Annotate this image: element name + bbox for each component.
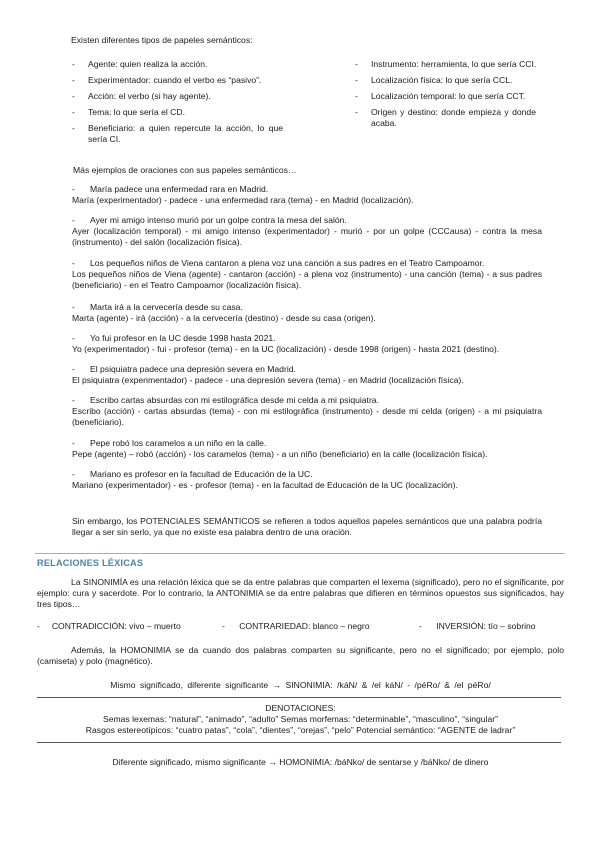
list-item: - Localización temporal: lo que sería CCT. bbox=[355, 91, 526, 101]
homonimia-paragraph: Además, la HOMONIMIA se da cuando dos palabras comparten su significante, pero no el significado; por ejemplo, polo (camiseta) y polo (magnético). bbox=[37, 645, 564, 667]
denotaciones-title: DENOTACIONES: bbox=[265, 703, 336, 713]
example-sentence: Los pequeños niños de Viena cantaron a plena voz una canción a sus padres en el Teatro Campoamor. bbox=[90, 258, 485, 268]
list-item: - Instrumento: herramienta, lo que sería CCI. bbox=[355, 59, 537, 69]
example-analysis: Yo (experimentador) - fui - profesor (tema) - en la UC (localización) - desde 1998 (origen) - hasta 2021 (destino). bbox=[72, 344, 500, 355]
example-sentence: Yo fui profesor en la UC desde 1998 hasta 2021. bbox=[90, 333, 276, 343]
list-item: - CONTRADICCIÓN: vivo – muerto bbox=[37, 621, 181, 631]
example-sentence: María padece una enfermedad rara en Madrid. bbox=[90, 184, 269, 194]
example-sentence: El psiquiatra padece una depresión severa en Madrid. bbox=[90, 364, 296, 374]
example-analysis: Escribo (acción) - cartas absurdas (tema) - con mi estilográfica (instrumento) - desde mi celda (origen) - a mi psiquiatra (beneficiario). bbox=[72, 406, 542, 428]
example-block: - Ayer mi amigo intenso murió por un golpe contra la mesa del salón. Ayer (localización temporal) - mi amigo intenso (experimentador) - murió - por un golpe (CCCausa) - contra la mesa (instrumento) - del salón (localización física). bbox=[72, 215, 542, 248]
denotaciones-line-1: Semas lexemas: “natural”, “animado”, “adulto” Semas morfemas: “determinable”, “masculino”, “singular” bbox=[103, 714, 498, 724]
example-analysis: Mariano (experimentador) - es - profesor (tema) - en la facultad de Educación de la UC (localización). bbox=[72, 480, 458, 491]
example-block: - Yo fui profesor en la UC desde 1998 hasta 2021. Yo (experimentador) - fui - profesor (tema) - en la UC (localización) - desde 1998 (origen) - hasta 2021 (destino). bbox=[72, 333, 542, 355]
list-item: - Tema: lo que sería el CD. bbox=[72, 107, 185, 117]
list-item: - Origen y destino: donde empieza y donde acaba. bbox=[355, 107, 536, 129]
sinonimia-paragraph: La SINONIMÍA es una relación léxica que se da entre palabras que comparten el lexema (significado), pero no el significante, por ejemplo: cura y sacerdote. Por lo contrario, la ANTONIMIA se da entre palabras que difieren en términos opuestos sus significados, hay tres tipos… bbox=[37, 577, 564, 610]
example-block: - Escribo cartas absurdas con mi estilográfica desde mi celda a mi psiquiatra. Escribo (acción) - cartas absurdas (tema) - con mi estilográfica (instrumento) - desde mi celda (origen) - a mi psiquiatra (beneficiario). bbox=[72, 395, 542, 428]
example-analysis: Marta (agente) - irá (acción) - a la cervecería (destino) - desde su casa (origen). bbox=[72, 313, 376, 324]
denotaciones-line-2: Rasgos estereotípicos: “cuatro patas”, “cola”, “dientes”, “orejas”, “pelo” Potencial semántico: “AGENTE de ladrar” bbox=[85, 725, 516, 735]
example-sentence: Escribo cartas absurdas con mi estilográfica desde mi celda a mi psiquiatra. bbox=[90, 395, 379, 405]
example-block: - Pepe robó los caramelos a un niño en la calle. Pepe (agente) – robó (acción) - los caramelos (tema) - a un niño (beneficiario) en la calle (localización física). bbox=[72, 438, 542, 460]
example-sentence: Mariano es profesor en la facultad de Educación de la UC. bbox=[90, 469, 313, 479]
list-item: - Localización física: lo que sería CCL. bbox=[355, 75, 513, 85]
list-item: - CONTRARIEDAD: blanco – negro bbox=[222, 621, 370, 631]
example-analysis: El psiquiatra (experimentador) - padece - una depresión severa (tema) - en Madrid (localización física). bbox=[72, 375, 464, 386]
example-block: - Los pequeños niños de Viena cantaron a plena voz una canción a sus padres en el Teatro Campoamor. Los pequeños niños de Viena (agente) - cantaron (acción) - a plena voz (instrumento) - una canción (tema) - a sus padres (beneficiario) - en el Teatro Campoamor (localización física). bbox=[72, 258, 542, 291]
list-item: - Agente: quien realiza la acción. bbox=[72, 59, 208, 69]
list-item: - Beneficiario: a quien repercute la acción, lo que sería CI. bbox=[72, 123, 283, 145]
list-item: - Experimentador: cuando el verbo es “pasivo”. bbox=[72, 75, 262, 85]
example-sentence: Marta irá a la cervecería desde su casa. bbox=[90, 302, 243, 312]
section-divider bbox=[35, 553, 565, 554]
divider bbox=[37, 697, 561, 698]
example-block: - Mariano es profesor en la facultad de Educación de la UC. Mariano (experimentador) - es - profesor (tema) - en la facultad de Educación de la UC (localización). bbox=[72, 469, 542, 491]
example-sentence: Pepe robó los caramelos a un niño en la calle. bbox=[90, 438, 267, 448]
section-title: RELACIONES LÉXICAS bbox=[37, 558, 144, 568]
sinonimia-line: Mismo significado, diferente significante → SINONIMIA: /káN/ & /el káN/ - /péRo/ & /el péRo/ bbox=[110, 680, 491, 690]
divider bbox=[37, 742, 561, 743]
example-block: - María padece una enfermedad rara en Madrid. María (experimentador) - padece - una enfermedad rara (tema) - en Madrid (localización). bbox=[72, 184, 542, 206]
example-block: - El psiquiatra padece una depresión severa en Madrid. El psiquiatra (experimentador) - padece - una depresión severa (tema) - en Madrid (localización física). bbox=[72, 364, 542, 386]
list-item: - Acción: el verbo (si hay agente). bbox=[72, 91, 211, 101]
example-block: - Marta irá a la cervecería desde su casa. Marta (agente) - irá (acción) - a la cervecería (destino) - desde su casa (origen). bbox=[72, 302, 542, 324]
intro-text: Existen diferentes tipos de papeles semánticos: bbox=[71, 35, 253, 45]
example-analysis: Ayer (localización temporal) - mi amigo intenso (experimentador) - murió - por un golpe (CCCausa) - contra la mesa (instrumento) - del salón (localización física). bbox=[72, 226, 542, 248]
homonimia-line: Diferente significado, mismo significante → HOMONIMIA: /báNko/ de sentarse y /báNko/ de dinero bbox=[112, 757, 489, 767]
examples-heading: Más ejemplos de oraciones con sus papeles semánticos… bbox=[73, 165, 297, 175]
example-analysis: Los pequeños niños de Viena (agente) - cantaron (acción) - a plena voz (instrumento) - una canción (tema) - a sus padres (beneficiario) - en el Teatro Campoamor (localización física). bbox=[72, 269, 542, 291]
example-analysis: Pepe (agente) – robó (acción) - los caramelos (tema) - a un niño (beneficiario) en la calle (localización física). bbox=[72, 449, 488, 460]
list-item: - INVERSIÓN: tío – sobrino bbox=[419, 621, 536, 631]
example-sentence: Ayer mi amigo intenso murió por un golpe contra la mesa del salón. bbox=[90, 215, 347, 225]
example-analysis: María (experimentador) - padece - una enfermedad rara (tema) - en Madrid (localización). bbox=[72, 195, 414, 206]
potenciales-paragraph: Sin embargo, los POTENCIALES SEMÁNTICOS se refieren a todos aquellos papeles semánticos que una palabra podría llegar a ser sin serlo, ya que no existe esa palabra dentro de una oración. bbox=[72, 516, 542, 538]
